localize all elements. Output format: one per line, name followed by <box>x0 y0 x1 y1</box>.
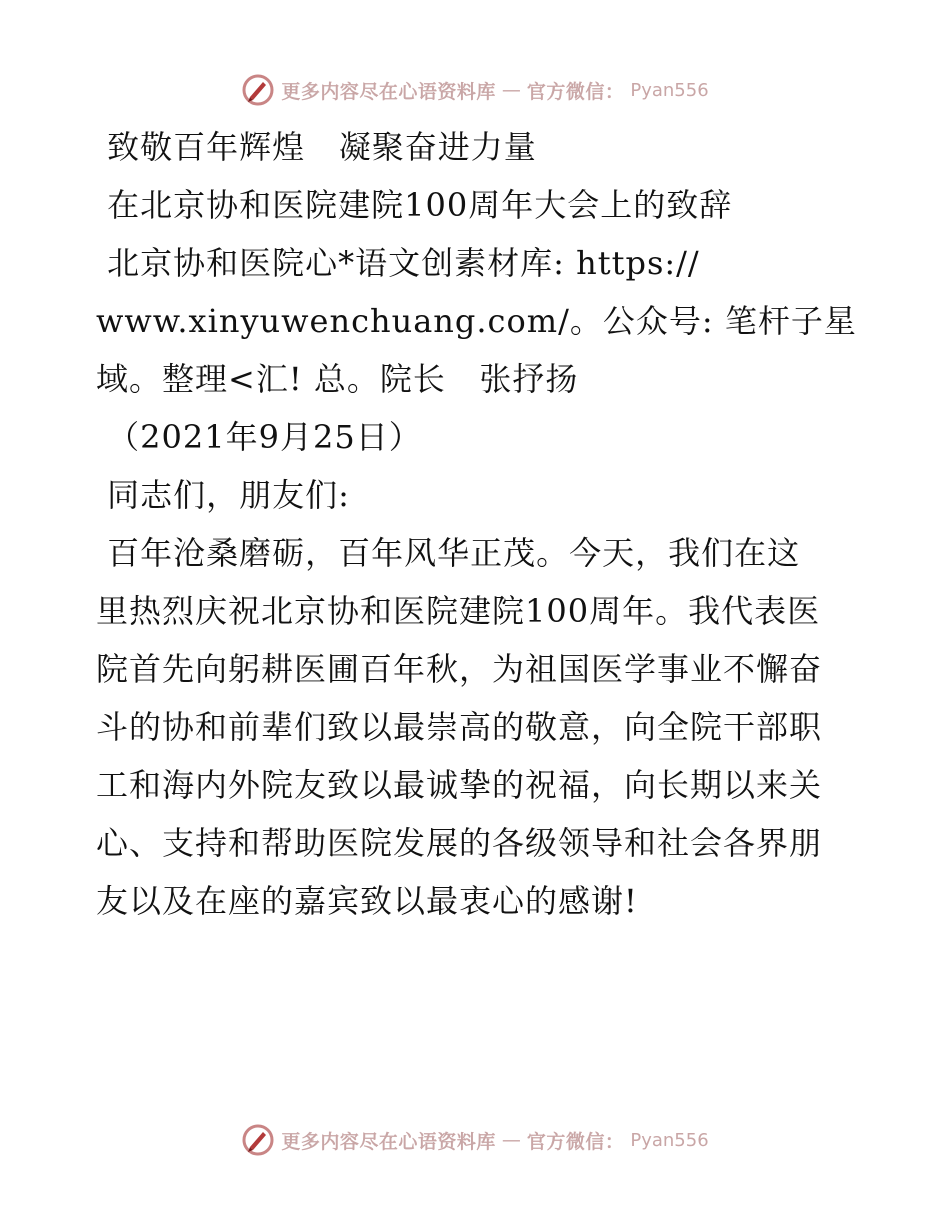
document-body <box>96 118 856 930</box>
body-line: 百年沧桑磨砺，百年风华正茂。今天，我们在这 <box>96 534 801 572</box>
body-line: 友以及在座的嘉宾致以最衷心的感谢! <box>96 882 638 920</box>
greeting: 同志们，朋友们: <box>96 476 350 514</box>
body-line: 工和海内外院友致以最诚挚的祝福，向长期以来关 <box>96 766 823 804</box>
watermark-site-text: 更多内容尽在心语资料库 <box>281 1130 496 1153</box>
author-line: 北京协和医院心*语文创素材库: https:// <box>96 244 700 282</box>
footer-watermark <box>0 1120 950 1160</box>
watermark-separator: — <box>501 1129 521 1151</box>
body-line: 院首先向躬耕医圃百年秋，为祖国医学事业不懈奋 <box>96 650 823 688</box>
body-line: 心、支持和帮助医院发展的各级领导和社会各界朋 <box>96 824 823 862</box>
author-line: 域。整理<汇! 总。院长 张抒扬 <box>96 360 579 398</box>
watermark-group <box>241 73 708 107</box>
watermark-wechat-label: 官方微信： <box>526 1130 625 1153</box>
watermark-wechat-label: 官方微信： <box>526 80 625 103</box>
watermark-wechat-id: Pyan556 <box>630 1129 709 1151</box>
author-block <box>96 234 856 408</box>
watermark-group <box>241 1123 708 1157</box>
document-date: （2021年9月25日） <box>96 418 422 456</box>
document-subtitle: 在北京协和医院建院100周年大会上的致辞 <box>96 186 733 224</box>
watermark-wechat-id: Pyan556 <box>630 79 709 101</box>
author-line: www.xinyuwenchuang.com/。公众号: 笔杆子星 <box>96 302 857 340</box>
body-paragraph <box>96 524 856 930</box>
document-title: 致敬百年辉煌 凝聚奋进力量 <box>96 128 537 166</box>
pen-logo-icon <box>241 73 275 107</box>
watermark-separator: — <box>501 79 521 101</box>
body-line: 里热烈庆祝北京协和医院建院100周年。我代表医 <box>96 592 821 630</box>
pen-logo-icon <box>241 1123 275 1157</box>
watermark-site-text: 更多内容尽在心语资料库 <box>281 80 496 103</box>
header-watermark <box>0 70 950 110</box>
body-line: 斗的协和前辈们致以最崇高的敬意，向全院干部职 <box>96 708 823 746</box>
